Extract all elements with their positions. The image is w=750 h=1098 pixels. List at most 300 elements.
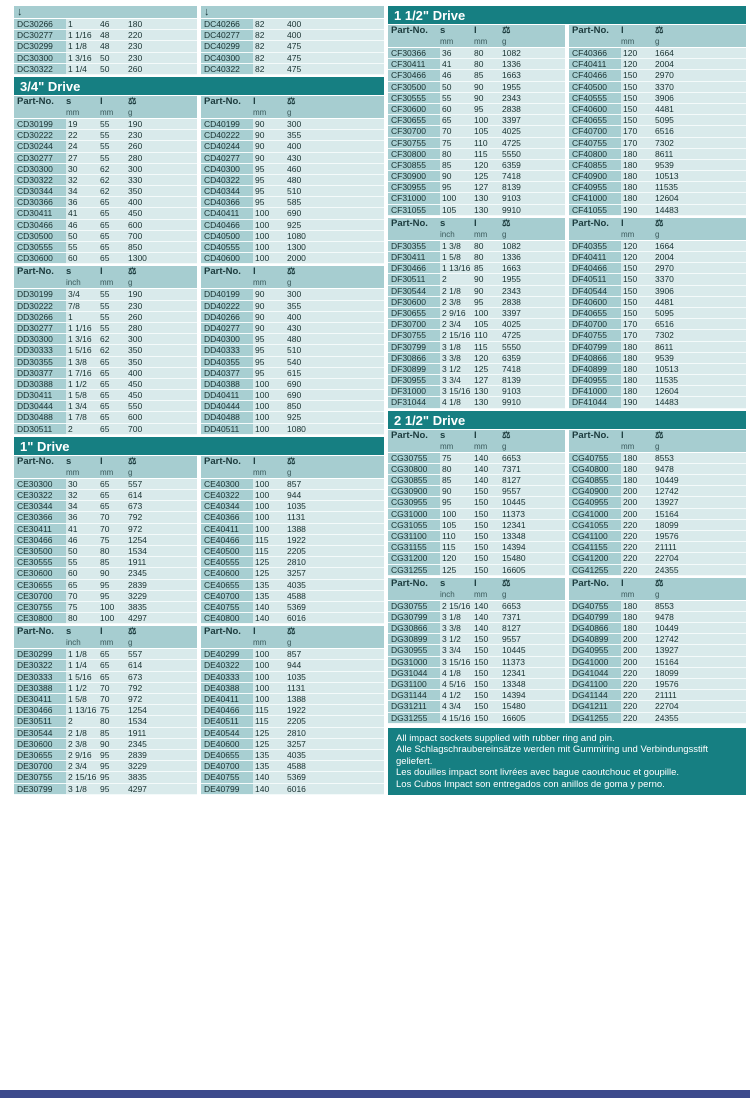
spec-value: 1131 [287,682,306,693]
header-cell [315,626,384,638]
spec-value [683,171,746,181]
unit-row [14,278,197,288]
spec-value: 230 [128,41,143,52]
spec-value: 180 [623,341,638,352]
spec-value [315,761,384,771]
spec-value: 150 [474,486,489,497]
table-row [388,342,565,353]
table-row [14,345,197,356]
spec-value: 100 [255,390,270,401]
spec-value: 62 [100,334,110,345]
spec-value: 8611 [655,341,674,352]
spec-value: 3 15/16 [442,656,471,667]
spec-value: 70 [100,694,110,704]
spec-value [683,342,746,352]
spec-value: 1082 [502,48,521,58]
table-row [201,19,384,30]
spec-value: 100 [255,219,270,230]
spec-value: 8553 [655,452,674,463]
spec-value: 1922 [287,705,306,716]
table-row [569,690,746,701]
table-row [569,126,746,137]
spec-value [315,568,384,578]
product-section [14,626,384,794]
spec-value: 27 [68,152,78,163]
table-group-pair [388,430,746,576]
spec-value: 75 [100,534,110,545]
spec-value: 1 3/16 [68,52,92,63]
table-row [14,253,197,264]
table-header [14,6,197,19]
spec-value: 700 [128,423,143,434]
spec-value: 130 [474,397,489,408]
spec-value: 55 [100,130,110,141]
spec-value: 2 15/16 [442,600,471,611]
part-number: CF30700 [388,126,440,136]
spec-value: 41 [442,59,452,70]
table-row [14,524,197,535]
spec-value: 350 [128,186,143,197]
spec-value: 400 [287,19,302,29]
spec-value [315,649,384,659]
header-cell: ⚖ [502,217,511,229]
table-header [388,25,565,48]
part-number: DF30866 [388,353,440,363]
spec-value [315,334,384,344]
part-number: CF30855 [388,160,440,170]
spec-value: 944 [287,660,302,671]
spec-value: 355 [287,300,302,311]
spec-value: 9103 [502,193,521,204]
header-cell: l [474,217,477,229]
part-number: DF31000 [388,386,440,396]
spec-value: 1131 [287,512,306,523]
spec-value: 1 3/16 [68,334,92,345]
header-cell: Part-No. [391,429,428,441]
table-row [388,565,565,576]
part-number: CE40411 [201,524,253,534]
spec-value: 4297 [128,783,147,794]
table-row [201,253,384,264]
spec-value: 2 3/8 [442,296,461,307]
spec-value: 9557 [502,634,521,645]
part-number: DF31044 [388,397,440,407]
spec-value: 82 [255,19,265,29]
spec-value: 4588 [287,761,306,772]
spec-value: 4481 [655,103,674,114]
spec-value: 125 [442,564,457,575]
spec-value: 1035 [287,671,306,682]
header-row [14,626,197,638]
unit-cell [201,638,253,648]
spec-value: 100 [255,490,270,500]
table-row [14,772,197,783]
spec-value: 150 [623,307,638,318]
spec-value: 1 1/8 [68,41,87,52]
spec-value: 2838 [502,296,521,307]
spec-value: 9539 [655,352,674,363]
header-row [14,266,197,278]
spec-value: 7371 [502,611,521,622]
table-body [14,289,197,434]
spec-value: 673 [128,671,143,682]
unit-cell [201,278,253,288]
spec-value: 85 [100,557,110,568]
header-cell: Part-No. [204,455,241,467]
part-number: DD30199 [14,289,66,299]
spec-value: 32 [68,490,78,500]
table-row [388,138,565,149]
spec-value: 65 [68,579,78,590]
spec-value: 70 [100,512,110,523]
table-row [201,175,384,186]
spec-value: 4 1/8 [442,397,461,408]
part-number: CF40955 [569,182,621,192]
spec-value: 220 [128,30,143,41]
table-row [201,479,384,490]
table-row [201,424,384,435]
table-row [388,182,565,193]
product-section [388,6,746,216]
table-row [569,565,746,576]
table-row [201,323,384,334]
spec-value: 3906 [655,92,674,103]
spec-value: 100 [100,613,115,624]
table-row [569,701,746,712]
table-header [14,626,197,649]
spec-value [315,602,384,612]
table-row [201,401,384,412]
table-row [569,634,746,645]
spec-value: 7302 [655,137,674,148]
spec-value: 220 [623,667,638,678]
spec-value [683,93,746,103]
spec-value: 1082 [502,240,521,251]
unit-cell [388,442,440,452]
spec-value: 200 [623,634,638,645]
spec-value [683,475,746,485]
part-number: DD30511 [14,424,66,434]
part-number: CD30555 [14,242,66,252]
header-cell: Part-No. [204,626,241,638]
spec-table [14,626,197,794]
spec-value: 3 1/2 [442,634,461,645]
table-row [201,334,384,345]
part-number: CF30900 [388,171,440,181]
header-row [201,626,384,638]
spec-value: 2345 [128,738,147,749]
part-number: CE40600 [201,568,253,578]
spec-value: 1 5/8 [68,390,87,401]
spec-value: 100 [255,512,270,523]
spec-value: 130 [474,193,489,204]
spec-value: 115 [474,341,488,352]
table-row [201,761,384,772]
part-number: CG31200 [388,553,440,563]
spec-value: 200 [623,497,638,508]
part-number: DC40277 [201,30,253,40]
spec-value [683,115,746,125]
spec-table [201,6,384,75]
spec-value: 1 7/8 [68,412,87,423]
part-number: CF41055 [569,205,621,215]
part-number: DG31044 [388,668,440,678]
unit-cell: mm [253,638,267,648]
part-number: CG40855 [569,475,621,485]
spec-value: 180 [623,475,638,485]
spec-value: 1 13/16 [442,263,471,274]
header-cell: l [253,455,256,467]
part-number: DF40899 [569,364,621,374]
spec-value: 19 [68,118,78,129]
header-cell: Part-No. [572,577,609,589]
header-row [569,430,746,442]
unit-cell [315,108,384,118]
spec-value: 1300 [287,242,306,252]
spec-value [683,297,746,307]
table-row [14,175,197,186]
unit-cell: g [287,107,292,117]
spec-value: 50 [68,545,78,556]
part-number: CD40222 [201,130,253,140]
spec-value: 135 [255,579,270,590]
table-row [569,520,746,531]
spec-value: 100 [255,649,270,660]
part-number: CE40800 [201,613,253,623]
spec-value [683,542,746,552]
part-number: CG41200 [569,553,621,563]
spec-value: 21111 [655,690,677,701]
spec-value [683,286,746,296]
spec-value: 430 [287,152,302,163]
spec-value: 14394 [502,542,526,553]
part-number: CG31255 [388,565,440,575]
spec-value: 673 [128,501,143,512]
table-row [201,390,384,401]
spec-value: 80 [474,240,484,251]
spec-value [683,82,746,92]
table-row [569,104,746,115]
part-number: CF40411 [569,59,621,69]
unit-cell [683,230,746,240]
spec-value: 475 [287,63,302,74]
part-number: DE40411 [201,694,253,704]
table-row [201,512,384,523]
header-cell: s [440,25,446,36]
part-number: DD30300 [14,334,66,344]
header-cell: l [474,577,477,589]
spec-value: 125 [474,171,489,182]
spec-value: 190 [128,118,143,129]
table-row [388,601,565,612]
table-row [388,713,565,724]
spec-value: 200 [623,486,638,497]
spec-value: 3 1/2 [442,363,461,374]
spec-table [388,218,565,409]
spec-value: 100 [100,601,115,612]
spec-value: 11373 [502,656,526,667]
spec-value [315,512,384,522]
spec-value: 3 1/8 [442,341,461,352]
table-row [201,613,384,624]
part-number: CE30466 [14,535,66,545]
spec-value: 12742 [655,634,679,645]
spec-value: 2004 [655,59,674,70]
part-number: DF30411 [388,252,440,262]
spec-value: 1663 [502,70,521,81]
spec-value: 105 [474,319,489,330]
spec-value: 400 [287,30,302,41]
part-number: DF40511 [569,274,621,284]
table-group-pair [388,218,746,409]
spec-value: 150 [623,285,638,296]
part-number: DC30322 [14,64,66,74]
unit-cell: g [128,107,133,117]
table-row [569,286,746,297]
unit-cell [315,468,384,478]
table-row [569,93,746,104]
spec-table [388,25,565,216]
table-row [388,464,565,475]
spec-value: 4 15/16 [442,712,471,723]
spec-value: 550 [128,401,143,412]
spec-value: 600 [128,412,143,423]
spec-value: 7371 [502,463,521,474]
spec-value: 50 [100,63,110,74]
table-header [201,266,384,289]
part-number: DF40655 [569,308,621,318]
spec-value: 30 [68,478,78,489]
unit-cell: g [502,441,507,451]
part-number: CE40300 [201,479,253,489]
part-number: CF31000 [388,193,440,203]
spec-value: 1 7/16 [68,367,92,378]
spec-value: 4 1/8 [442,667,461,678]
table-row [388,645,565,656]
part-number: DD30377 [14,368,66,378]
spec-value: 150 [474,690,489,701]
table-row [14,535,197,546]
spec-table [201,626,384,794]
spec-value: 9478 [655,463,674,474]
spec-value: 150 [474,645,489,656]
table-row [14,231,197,242]
spec-value: 82 [255,41,265,52]
spec-value: 100 [255,253,270,264]
spec-value: 1 1/2 [68,682,87,693]
spec-value: 36 [68,512,78,523]
header-cell [287,6,315,18]
spec-value: 150 [474,519,489,530]
table-row [388,205,565,216]
table-row [569,497,746,508]
spec-value: 1 1/4 [68,660,87,671]
spec-value: 10513 [655,363,679,374]
table-row [569,509,746,520]
spec-value [683,701,746,711]
table-row [201,208,384,219]
table-row [14,750,197,761]
spec-value: 430 [287,322,302,333]
spec-table [201,96,384,264]
spec-value [315,357,384,367]
table-row [14,728,197,739]
spec-value: 140 [474,600,489,611]
spec-value: 80 [442,463,452,474]
part-number: DF40955 [569,375,621,385]
spec-value: 100 [255,412,270,423]
spec-value: 127 [474,375,489,386]
spec-value: 18099 [655,667,679,678]
part-number: CF30466 [388,70,440,80]
unit-row [569,442,746,452]
spec-value: 3397 [502,115,521,126]
spec-value: 80 [442,148,452,159]
unit-cell: mm [621,589,635,599]
part-number: DG40755 [569,601,621,611]
spec-value: 41 [68,208,78,219]
spec-value: 46 [100,19,110,29]
spec-value: 140 [474,463,489,474]
spec-value [683,386,746,396]
table-row [569,397,746,408]
spec-value: 1911 [128,557,147,568]
part-number: DF30955 [388,375,440,385]
unit-row [569,37,746,47]
part-number: DG40799 [569,612,621,622]
spec-value: 180 [623,600,638,611]
spec-value: 50 [442,81,452,92]
spec-value [315,660,384,670]
spec-value: 65 [100,501,110,512]
table-row [388,397,565,408]
spec-value: 2343 [502,92,521,103]
spec-value: 24355 [655,564,679,575]
spec-value: 85 [442,475,452,485]
header-row [569,218,746,230]
spec-value: 180 [623,148,638,159]
spec-value: 140 [474,452,489,463]
table-row [201,705,384,716]
spec-value: 8139 [502,182,521,193]
table-row [388,160,565,171]
spec-value: 1955 [502,81,521,92]
spec-value: 46 [68,219,78,230]
spec-value: 3 3/8 [442,352,461,363]
table-row [14,119,197,130]
spec-value: 95 [255,356,265,367]
spec-value: 115 [255,705,269,716]
spec-value [683,330,746,340]
spec-value: 150 [623,296,638,307]
spec-value [315,694,384,704]
part-number: CG30755 [388,453,440,463]
spec-value: 125 [474,363,489,374]
spec-value: 3 3/8 [442,623,461,634]
spec-value [315,208,384,218]
spec-value: 1080 [287,230,306,241]
part-number: DF30755 [388,330,440,340]
spec-value: 190 [623,204,638,215]
spec-value: 585 [287,197,302,208]
unit-row [388,37,565,47]
table-row [388,375,565,386]
unit-cell [683,442,746,452]
spec-value: 2838 [502,103,521,114]
spec-value [683,601,746,611]
part-number: CD40600 [201,253,253,263]
part-number: CG40755 [569,453,621,463]
